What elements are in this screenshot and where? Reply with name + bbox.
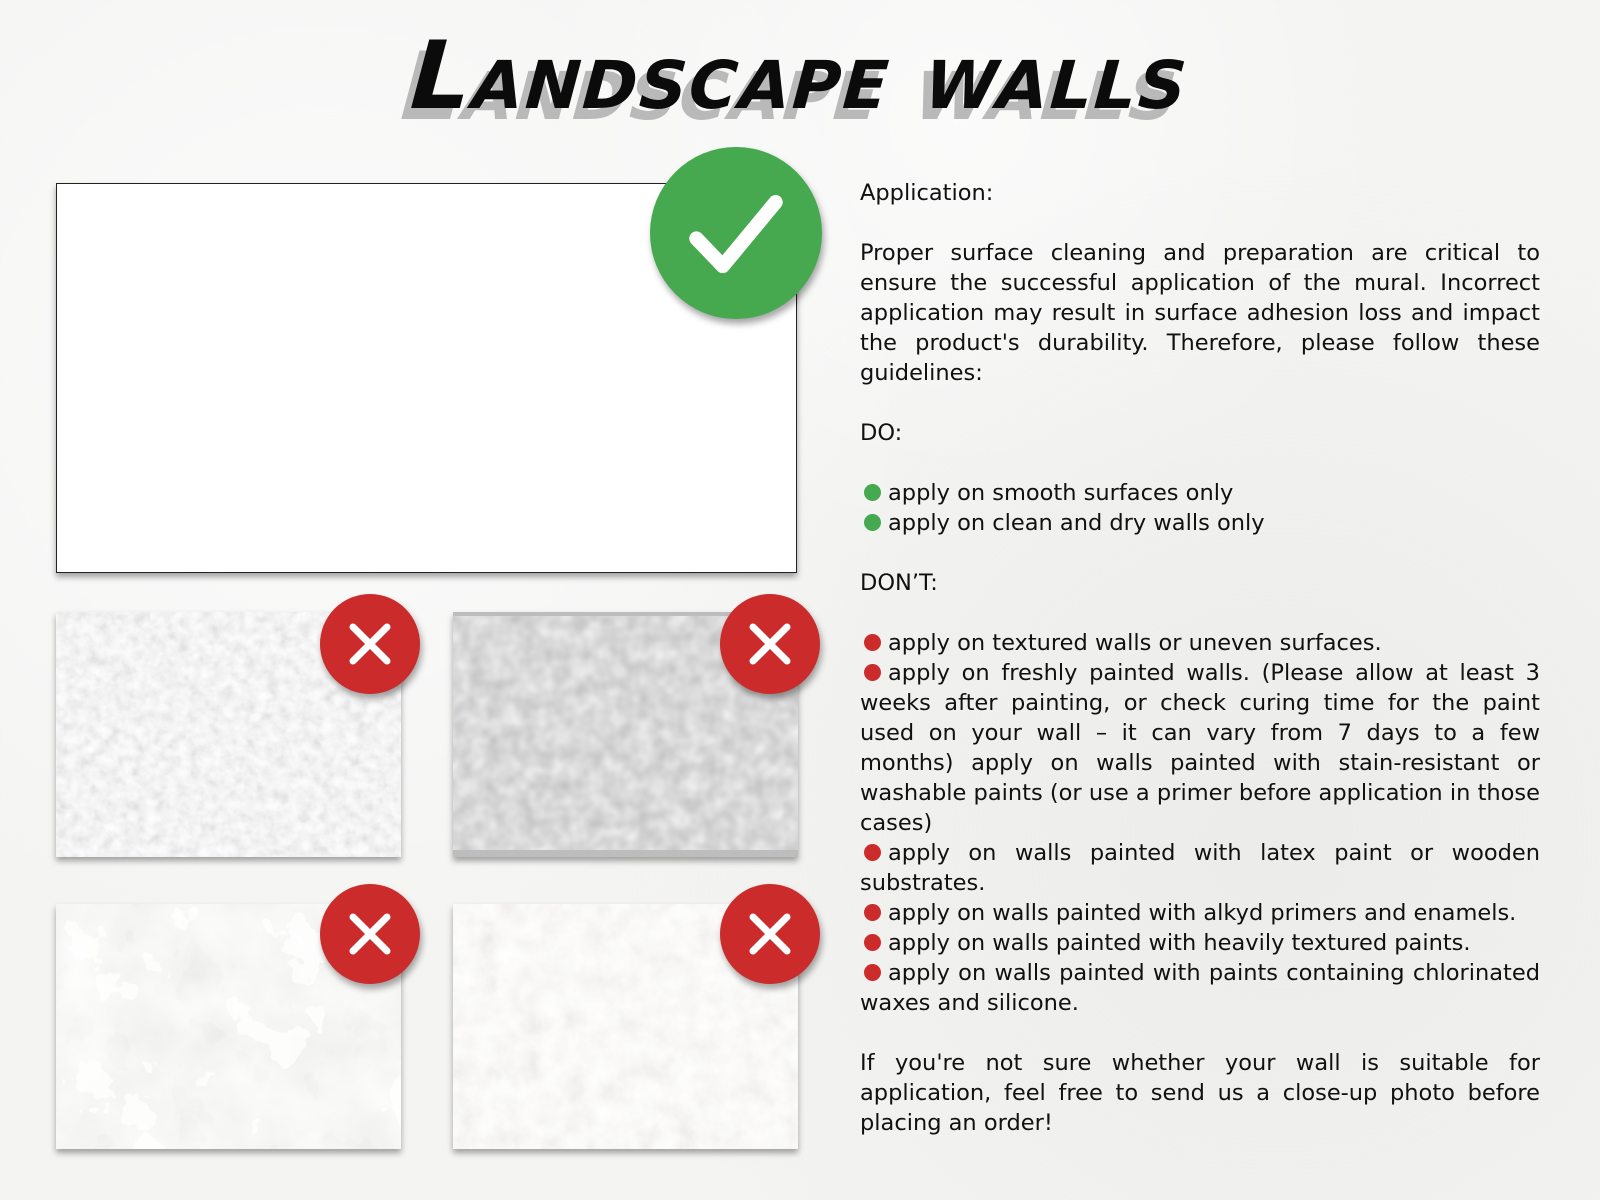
- x-icon: [745, 619, 795, 669]
- do-heading: DO:: [860, 420, 903, 446]
- x-badge: [320, 884, 420, 984]
- checkmark-icon: [681, 178, 791, 288]
- x-icon: [345, 909, 395, 959]
- red-dot-icon: [864, 634, 881, 651]
- page-title: Landscape walls: [407, 22, 1193, 131]
- green-dot-icon: [864, 484, 881, 501]
- red-dot-icon: [864, 964, 881, 981]
- x-icon: [345, 619, 395, 669]
- red-dot-icon: [864, 664, 881, 681]
- do-item: apply on smooth surfaces only: [860, 478, 1540, 508]
- dont-item: apply on freshly painted walls. (Please allow at least 3 weeks after painting, or check curing time for the paint used on your wall – it can vary from 7 days to a few months) apply on walls painted with stain-resistant or washable paints (or use a primer before application in those cases): [860, 660, 1540, 836]
- dont-item: apply on walls painted with latex paint or wooden substrates.: [860, 840, 1540, 896]
- red-dot-icon: [864, 934, 881, 951]
- dont-item: apply on walls painted with heavily textured paints.: [860, 928, 1540, 958]
- green-dot-icon: [864, 514, 881, 531]
- dont-item: apply on walls painted with alkyd primers and enamels.: [860, 898, 1540, 928]
- x-badge: [720, 594, 820, 694]
- checkmark-badge: [650, 147, 822, 319]
- x-badge: [320, 594, 420, 694]
- x-badge: [720, 884, 820, 984]
- dont-item: apply on walls painted with paints containing chlorinated waxes and silicone.: [860, 960, 1540, 1016]
- dont-heading: DON’T:: [860, 570, 938, 596]
- dont-item: apply on textured walls or uneven surfaces.: [860, 628, 1540, 658]
- closing-paragraph: If you're not sure whether your wall is suitable for application, feel free to send us a close-up photo before placing an order!: [860, 1050, 1540, 1136]
- guidelines-text: [860, 178, 1540, 1138]
- intro-paragraph: Proper surface cleaning and preparation are critical to ensure the successful application of the mural. Incorrect application may result in surface adhesion loss and impact the product's durability. Therefore, please follow these guidelines:: [860, 240, 1540, 386]
- red-dot-icon: [864, 904, 881, 921]
- application-heading: Application:: [860, 180, 994, 206]
- do-item: apply on clean and dry walls only: [860, 508, 1540, 538]
- red-dot-icon: [864, 844, 881, 861]
- x-icon: [745, 909, 795, 959]
